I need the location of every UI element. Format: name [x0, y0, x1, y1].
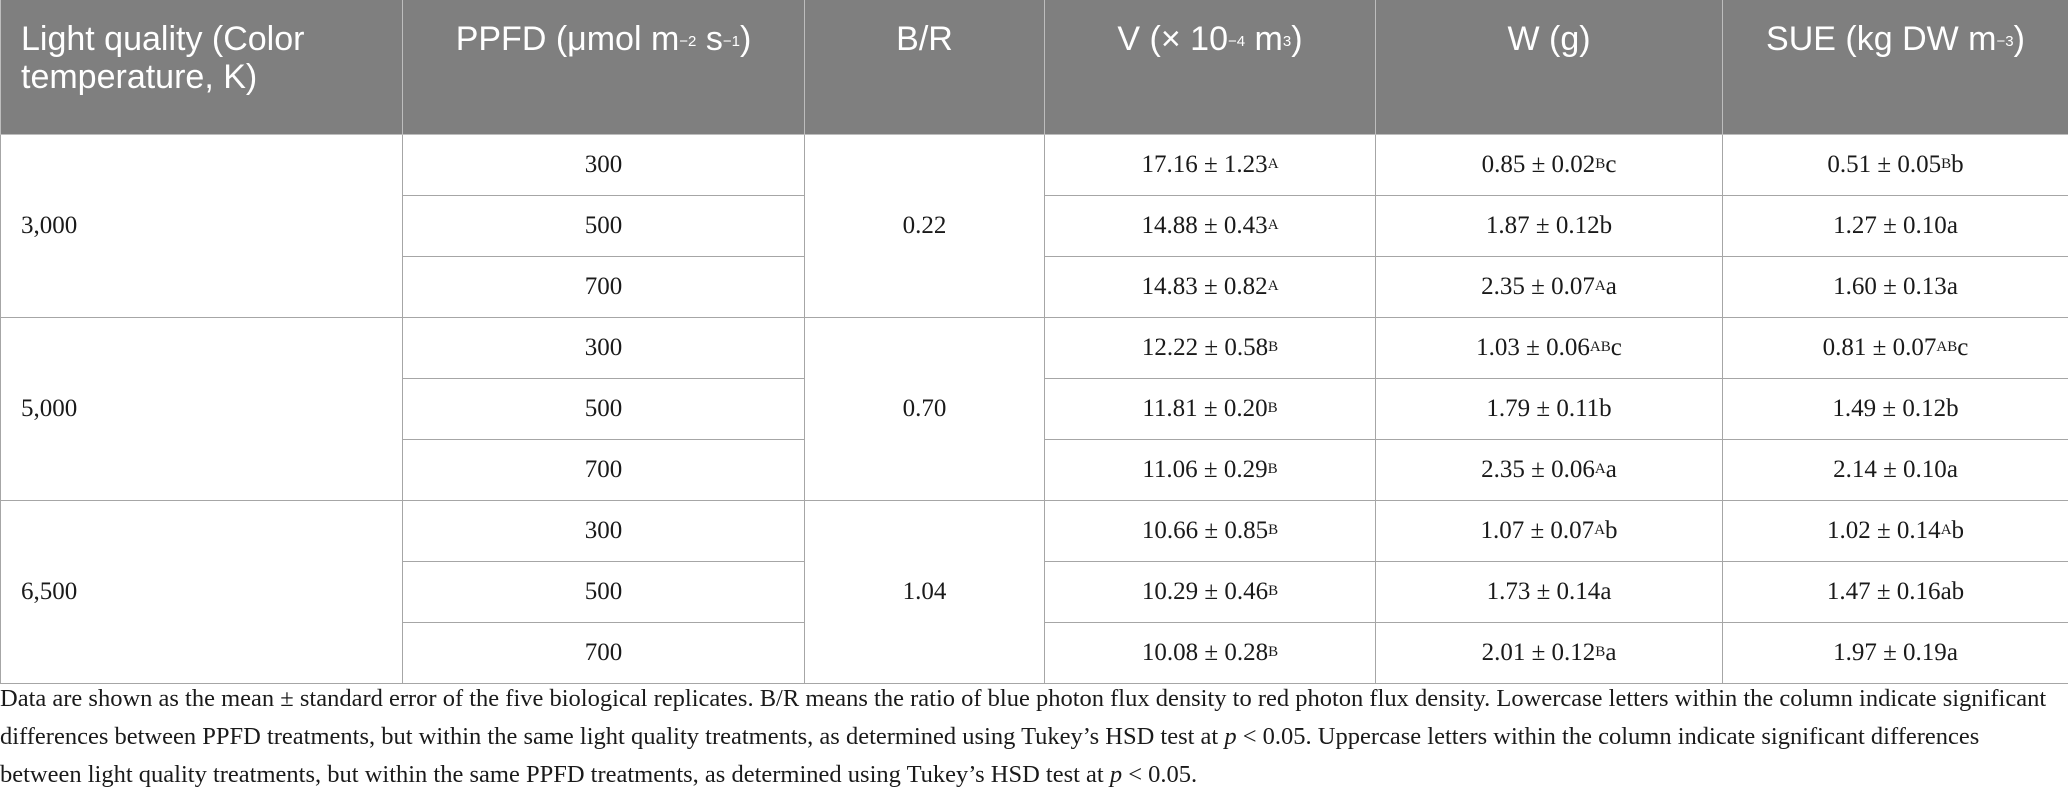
light-quality-cell: 6,500 [1, 501, 403, 684]
table-row [1, 501, 2068, 562]
header-light-quality: Light quality (Color temperature, K) [1, 0, 403, 135]
w-cell: $1.03 \pm 0.06^{AB}c$ [1376, 318, 1723, 379]
sue-cell: $0.81 \pm 0.07^{AB}c$ [1723, 318, 2068, 379]
v-cell: $12.22 \pm 0.58^B$ [1045, 318, 1376, 379]
w-cell: 1.73 ± 0.14a [1376, 562, 1723, 623]
sue-cell: 1.47 ± 0.16ab [1723, 562, 2068, 623]
w-cell: 1.87 ± 0.12b [1376, 196, 1723, 257]
sue-cell: 1.97 ± 0.19a [1723, 623, 2068, 684]
br-cell: 0.22 [805, 135, 1045, 318]
light-quality-cell: 5,000 [1, 318, 403, 501]
sue-cell: 1.49 ± 0.12b [1723, 379, 2068, 440]
v-cell: $11.06 \pm 0.29^B$ [1045, 440, 1376, 501]
v-cell: $17.16 \pm 1.23^A$ [1045, 135, 1376, 196]
w-cell: $0.85 \pm 0.02^Bc$ [1376, 135, 1723, 196]
ppfd-cell: 300 [403, 501, 805, 562]
header-ppfd: PPFD (μmol $m^{-2}$ $s^{-1}$) [403, 0, 805, 135]
w-cell: $2.35 \pm 0.07^Aa$ [1376, 257, 1723, 318]
ppfd-cell: 700 [403, 623, 805, 684]
ppfd-cell: 300 [403, 135, 805, 196]
sue-cell: $0.51 \pm 0.05^Bb$ [1723, 135, 2068, 196]
v-cell: $10.29 \pm 0.46^B$ [1045, 562, 1376, 623]
w-cell: $2.01 \pm 0.12^Ba$ [1376, 623, 1723, 684]
v-cell: $10.66 \pm 0.85^B$ [1045, 501, 1376, 562]
v-cell: $10.08 \pm 0.28^B$ [1045, 623, 1376, 684]
table-row [1, 318, 2068, 379]
sue-cell: 2.14 ± 0.10a [1723, 440, 2068, 501]
sue-cell: $1.02 \pm 0.14^Ab$ [1723, 501, 2068, 562]
header-br: B/R [805, 0, 1045, 135]
w-cell: $2.35 \pm 0.06^Aa$ [1376, 440, 1723, 501]
sue-cell: 1.27 ± 0.10a [1723, 196, 2068, 257]
w-cell: 1.79 ± 0.11b [1376, 379, 1723, 440]
br-cell: 0.70 [805, 318, 1045, 501]
v-cell: $14.83 \pm 0.82^A$ [1045, 257, 1376, 318]
header-w: W (g) [1376, 0, 1723, 135]
sue-cell: 1.60 ± 0.13a [1723, 257, 2068, 318]
header-sue: SUE (kg DW $m^{-3}$) [1723, 0, 2068, 135]
header-row [1, 0, 2068, 135]
header-v: V (× $10^{-4}$ $m^3$) [1045, 0, 1376, 135]
table-footnote: Data are shown as the mean ± standard error of the five biological replicates. B/R means the ratio of blue photon flux density to red photon flux density. Lowercase letters within the column indicate significant differences between PPFD treatments, but within the same light quality treatments, as determined using Tukey’s HSD test at p < 0.05. Uppercase letters within the column indicate significant differences between light quality treatments, but within the same PPFD treatments, as determined using Tukey’s HSD test at p < 0.05. [0, 685, 2047, 788]
ppfd-cell: 700 [403, 440, 805, 501]
ppfd-cell: 300 [403, 318, 805, 379]
v-cell: $11.81 \pm 0.20^B$ [1045, 379, 1376, 440]
light-quality-cell: 3,000 [1, 135, 403, 318]
ppfd-cell: 700 [403, 257, 805, 318]
ppfd-cell: 500 [403, 562, 805, 623]
table-row [1, 135, 2068, 196]
br-cell: 1.04 [805, 501, 1045, 684]
ppfd-cell: 500 [403, 196, 805, 257]
v-cell: $14.88 \pm 0.43^A$ [1045, 196, 1376, 257]
ppfd-cell: 500 [403, 379, 805, 440]
w-cell: $1.07 \pm 0.07^Ab$ [1376, 501, 1723, 562]
